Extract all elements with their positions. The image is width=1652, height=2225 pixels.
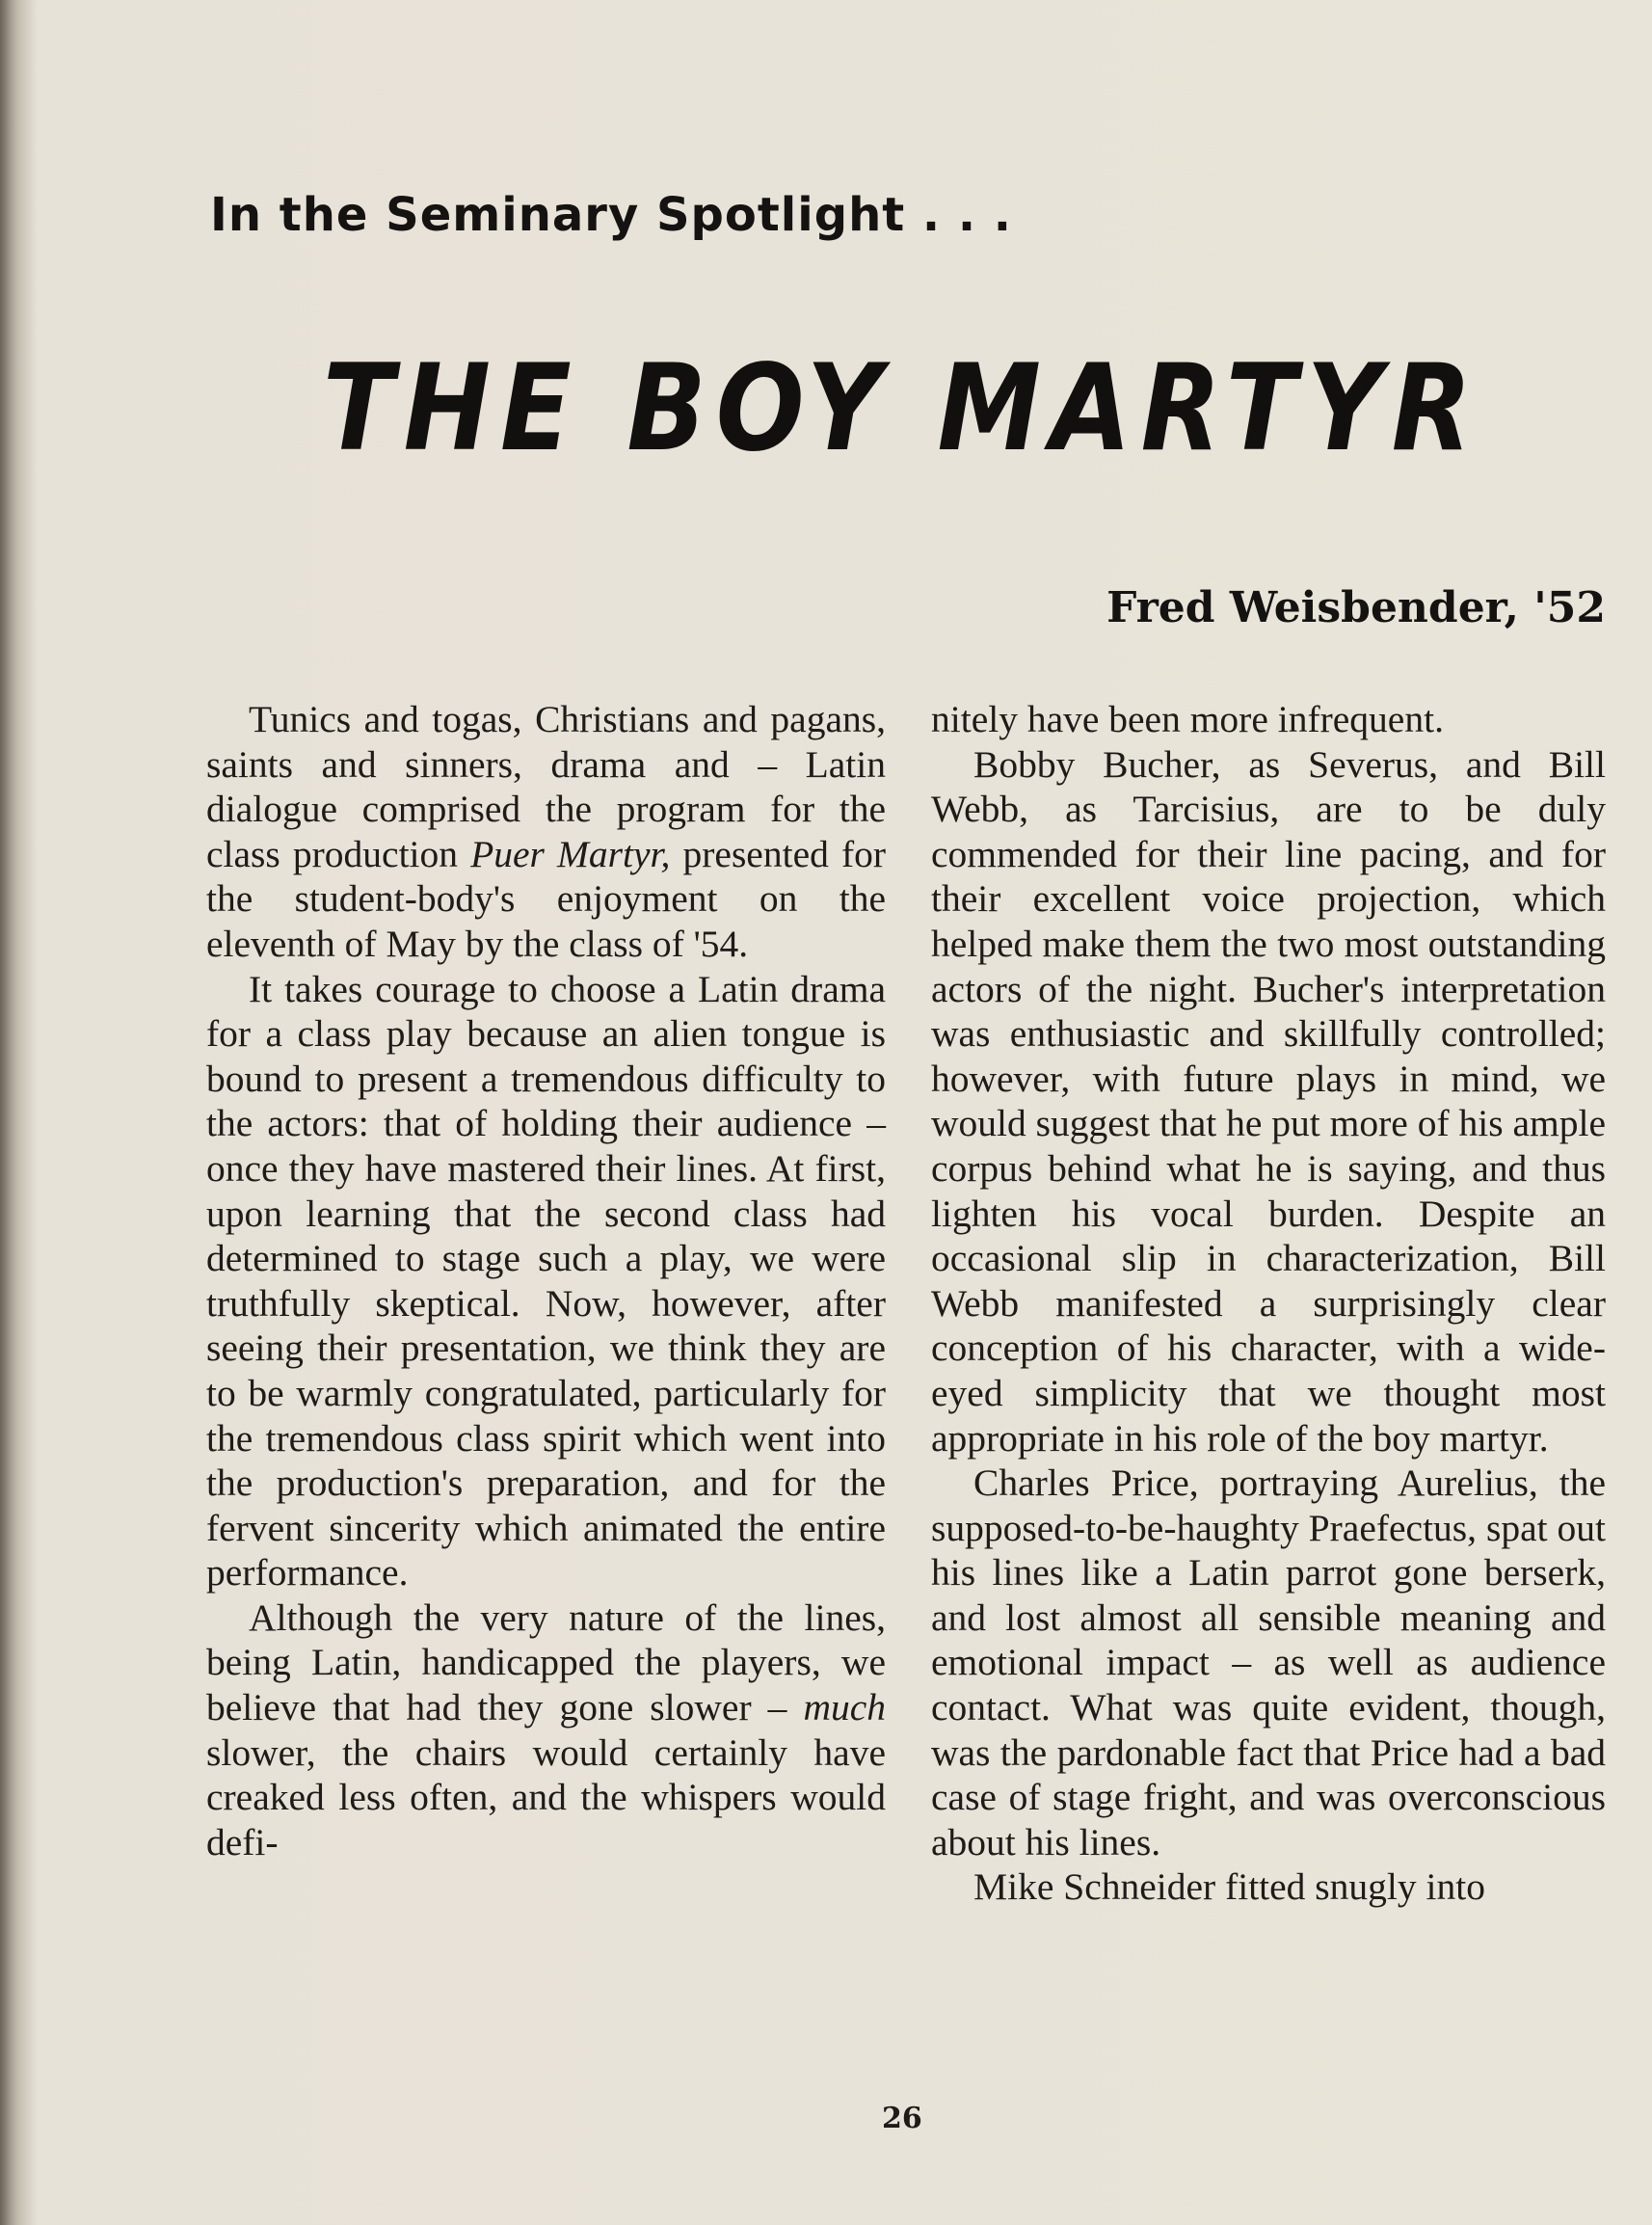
paragraph-text: presented for the student-body's enjoyment on the eleventh of May by the class of '54. [206,832,887,965]
section-kicker: In the Seminary Spotlight . . . [210,188,1013,242]
paragraph: Bobby Bucher, as Severus, and Bill Webb, as Tarcisius, are to be duly commended for their line pacing, and for their excellent voice projection, which helped make them the two most outstanding actors of the night. Bucher's interpretation was enthusiastic and skillfully controlled; however, with future plays in mind, we would suggest that he put more of his ample corpus behind what he is saying, and thus lighten his vocal burden. Despite an occasional slip in characterization, Bill Webb manifested a surprisingly clear conception of his character, with a wide-eyed simplicity that we thought most appropriate in his role of the boy martyr. [931,742,1606,1460]
page-number: 26 [882,2102,922,2135]
paragraph-continuation: nitely have been more infrequent. [931,698,1444,740]
paragraph-text: Although the very nature of the lines, being Latin, handicapped the players, we believe that had they gone slower – [206,1595,886,1729]
right-text-column [931,697,1606,1910]
paragraph [206,697,886,967]
article-headline: THE BOY MARTYR [323,339,1481,478]
paragraph: Charles Price, portraying Aurelius, the supposed-to-be-haughty Praefectus, spat out his lines like a Latin parrot gone berserk, and lost almost all sensible meaning and emotional impact – as well as audience contact. What was quite evident, though, was the pardonable fact that Price had a bad case of stage fright, and was overconscious about his lines. [931,1461,1606,1863]
article-byline: Fred Weisbender, '52 [1106,583,1606,632]
binding-gutter-shadow [0,0,37,2225]
paragraph-text: slower, the chairs would certainly have creaked less often, and the whispers would defi- [206,1730,886,1863]
left-text-column [206,697,886,1864]
play-title: Puer Martyr, [470,832,671,875]
paragraph: It takes courage to choose a Latin drama for a class play because an alien tongue is bound to present a tremendous difficulty to the actors: that of holding their audience – once they have mastered their lines. At first, upon learning that the second class had determined to stage such a play, we were truthfully skeptical. Now, however, after seeing their presentation, we think they are to be warmly congratulated, particularly for the tremendous class spirit which went into the production's preparation, and for the fervent sincerity which animated the entire performance. [206,967,886,1595]
paragraph-text: Tunics and togas, Christians and pagans, saints and sinners, drama and – Latin dialogue comprised the program for the class production [206,698,886,875]
paragraph [206,1595,886,1865]
paragraph: Mike Schneider fitted snugly into [973,1865,1485,1909]
emphasis-text: much [803,1686,886,1729]
